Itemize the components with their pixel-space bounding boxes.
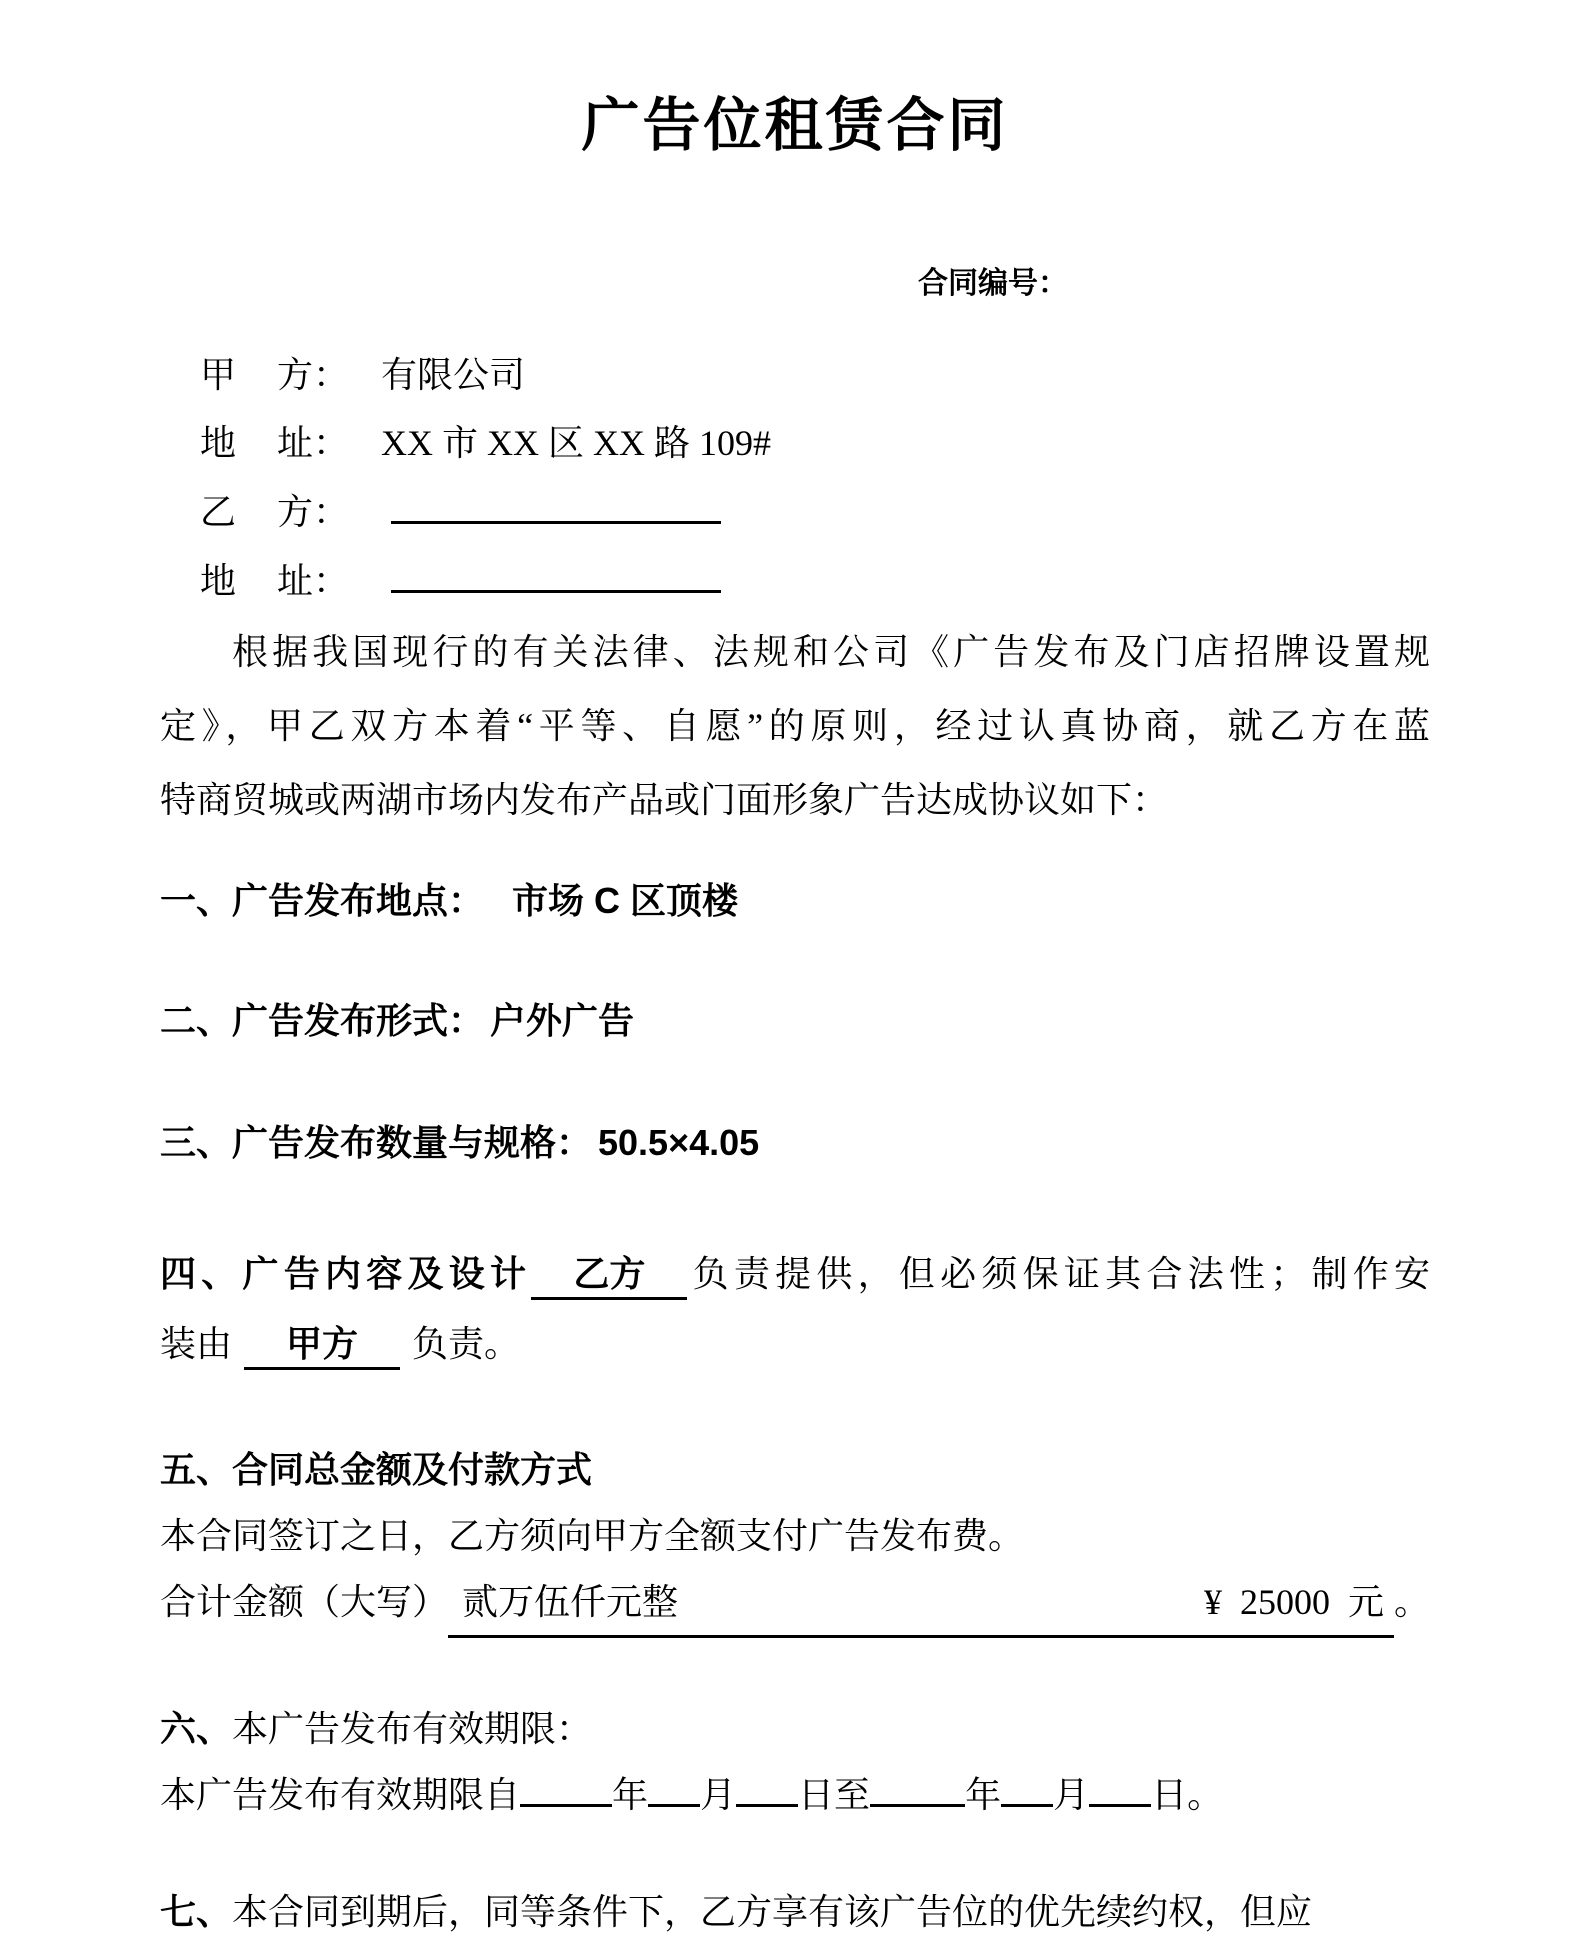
party-label: 址： [277, 423, 350, 463]
party-row-yifang [160, 477, 1430, 546]
day-label: 日。 [1151, 1775, 1224, 1815]
section-2-heading: 二、广告发布形式： [160, 1000, 485, 1041]
party-label: 方： [277, 492, 350, 532]
party-key: 乙 [200, 492, 237, 532]
section-7-renewal-right [160, 1878, 1430, 1946]
fill-in-year-blank [870, 1762, 965, 1807]
party-label: 址： [277, 561, 350, 601]
section-6-marker: 六、 [160, 1708, 233, 1749]
month-label: 月 [1053, 1775, 1090, 1815]
preamble-paragraph [160, 615, 1430, 837]
party-label: 方： [277, 355, 350, 395]
section-5-payment-terms: 本合同签订之日，乙方须向甲方全额支付广告发布费。 [160, 1516, 1025, 1556]
party-value: XX 市 XX 区 XX 路 109# [381, 423, 772, 463]
amount-in-words: 贰万伍仟元整 [462, 1582, 679, 1622]
section-3-value: 50.5×4.05 [598, 1122, 760, 1163]
party-key: 甲 [200, 355, 237, 395]
party-key: 地 [200, 561, 237, 601]
section-4-ad-content [160, 1239, 1430, 1379]
section-5-heading: 五、合同总金额及付款方式 [160, 1449, 593, 1490]
section-3-heading: 三、广告发布数量与规格： [160, 1122, 593, 1163]
fill-in-blank-yifang-address [391, 546, 721, 593]
amount-label: 合计金额（大写） [160, 1582, 449, 1622]
date-lead-text: 本广告发布有效期限自 [160, 1775, 521, 1815]
year-label: 年 [965, 1775, 1002, 1815]
section-4-text: 装由 [160, 1324, 233, 1364]
section-4-line-1 [160, 1239, 1430, 1309]
fill-in-day-blank [736, 1762, 798, 1807]
section-1-ad-location [160, 867, 1430, 935]
party-row-yifang-address [160, 546, 1430, 615]
section-6-validity-period [160, 1696, 1430, 1828]
preamble-line: 特商贸城或两湖市场内发布产品或门面形象广告达成协议如下： [160, 780, 1169, 820]
fill-in-month-blank [1001, 1762, 1053, 1807]
fill-in-jiafang: 甲方 [244, 1321, 400, 1370]
section-6-date-line [160, 1762, 1430, 1828]
fill-in-blank-yifang [391, 477, 721, 524]
fill-in-month-blank [648, 1762, 700, 1807]
section-6-heading-text: 本广告发布有效期限： [232, 1709, 593, 1749]
section-7-marker: 七、 [160, 1891, 233, 1932]
currency-symbol: ¥ [1203, 1582, 1222, 1622]
amount-unit: 元 [1347, 1582, 1384, 1622]
section-6-heading [160, 1696, 1430, 1762]
party-row-jiafang-address [160, 409, 1430, 477]
party-value: 有限公司 [381, 355, 526, 395]
section-4-text: 负责提供，但必须保证其合法性；制作安 [687, 1254, 1430, 1294]
contract-number-label: 合同编号： [918, 267, 1068, 300]
section-5-payment [160, 1437, 1430, 1638]
parties-block [160, 341, 1430, 615]
fill-in-day-blank [1089, 1762, 1151, 1807]
amount-fill-line [448, 1569, 1394, 1638]
section-7-text: 本合同到期后，同等条件下，乙方享有该广告位的优先续约权，但应 [232, 1892, 1313, 1932]
section-4-text: 负责。 [412, 1324, 521, 1364]
party-row-jiafang [160, 341, 1430, 409]
section-4-heading: 四、广告内容及设计 [160, 1253, 532, 1294]
amount-in-figures [1204, 1569, 1394, 1635]
contract-number-row [160, 263, 1430, 305]
section-2-ad-format [160, 987, 1430, 1055]
section-3-ad-size [160, 1109, 1430, 1177]
party-key: 地 [200, 423, 237, 463]
preamble-line: 根据我国现行的有关法律、法规和公司《广告发布及门店招牌设置规 [232, 632, 1430, 672]
section-5-amount-row [160, 1569, 1430, 1638]
section-4-line-2 [160, 1309, 1430, 1379]
amount-digits: 25000 [1239, 1582, 1330, 1622]
year-label: 年 [612, 1775, 649, 1815]
preamble-line: 定》，甲乙双方本着“平等、自愿”的原则，经过认真协商，就乙方在蓝 [160, 706, 1430, 746]
month-label: 月 [700, 1775, 737, 1815]
fill-in-yifang: 乙方 [531, 1251, 687, 1300]
section-1-heading: 一、广告发布地点： [160, 880, 485, 921]
fill-in-year-blank [520, 1762, 612, 1807]
section-1-value: 市场 C 区顶楼 [512, 880, 739, 921]
sentence-period: 。 [1393, 1582, 1430, 1622]
section-2-value: 户外广告 [490, 1000, 635, 1041]
day-to-label: 日至 [798, 1775, 871, 1815]
document-title: 广告位租赁合同 [581, 93, 1009, 158]
